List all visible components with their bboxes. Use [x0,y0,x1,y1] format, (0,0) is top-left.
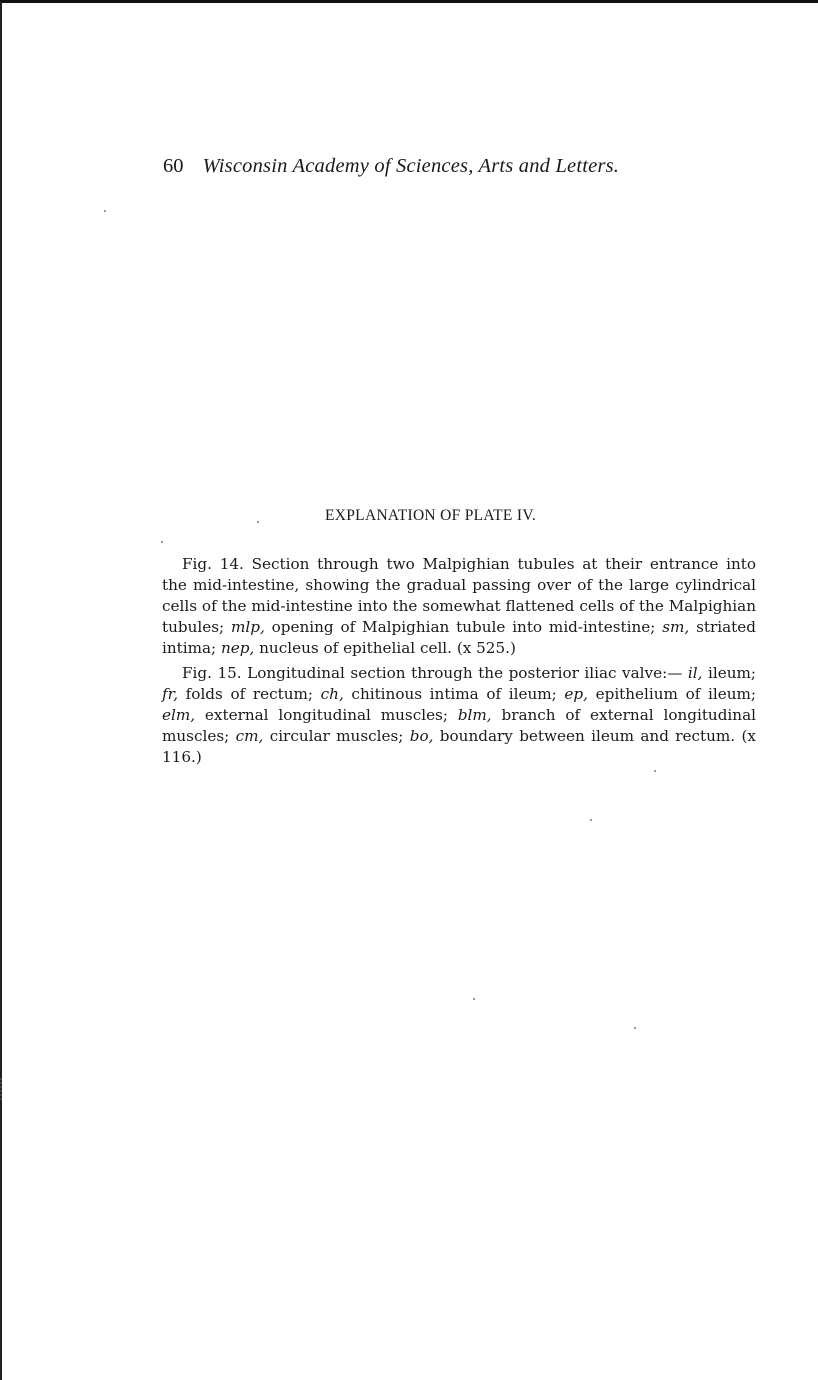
scan-speck [634,1027,636,1029]
abbrev-term: bo, [409,727,434,745]
caption-fig-14 [162,554,756,659]
scan-speck [654,770,656,772]
scan-speck [257,521,259,523]
caption-text: branch of external longitudinal muscles; [162,706,756,745]
caption-text: epithelium of ileum; [587,685,756,703]
caption-text: striated intima; [162,618,756,657]
caption-text: Section through two Malpighian tubules at their entrance into the mid-intestine, showing the gradual passing over of the large cylindrical cells of the mid-intestine into the somewhat flattened cells of the Malpighian tubules; [162,555,756,636]
page-number: 60 [163,155,184,177]
running-head [163,155,708,178]
caption-text: boundary between ileum and rectum. (x 116.) [162,727,756,766]
abbrev-term: mlp, [230,618,265,636]
fig-14-label: Fig. 14. [182,555,244,573]
caption-text: circular muscles; [263,727,410,745]
abbrev-term: ep, [564,685,588,703]
abbrev-term: nep, [221,639,255,657]
scan-speck [104,210,106,212]
abbrev-term: fr, [162,685,179,703]
journal-title: Wisconsin Academy of Sciences, Arts and Letters. [202,155,620,177]
scan-speck [161,541,163,543]
plate-captions [162,554,756,772]
scan-speck [590,819,592,821]
caption-text: opening of Malpighian tubule into mid-intestine; [264,618,663,636]
caption-text: nucleus of epithelial cell. (x 525.) [254,639,516,657]
abbrev-term: ch, [320,685,344,703]
caption-text: chitinous intima of ileum; [343,685,565,703]
scan-edge-mark [0,1078,6,1100]
abbrev-term: cm, [235,727,264,745]
caption-fig-15 [162,663,756,768]
abbrev-term: sm, [662,618,690,636]
section-heading: EXPLANATION OF PLATE IV. [325,507,537,524]
caption-text: Longitudinal section through the posterior iliac valve:— [241,664,688,682]
caption-text: external longitudinal muscles; [195,706,458,724]
abbrev-term: blm, [457,706,492,724]
fig-15-label: Fig. 15. [182,664,242,682]
caption-text: ileum; [702,664,756,682]
abbrev-term: elm, [162,706,196,724]
caption-text: folds of rectum; [178,685,321,703]
abbrev-term: il, [687,664,703,682]
scan-speck [473,998,475,1000]
